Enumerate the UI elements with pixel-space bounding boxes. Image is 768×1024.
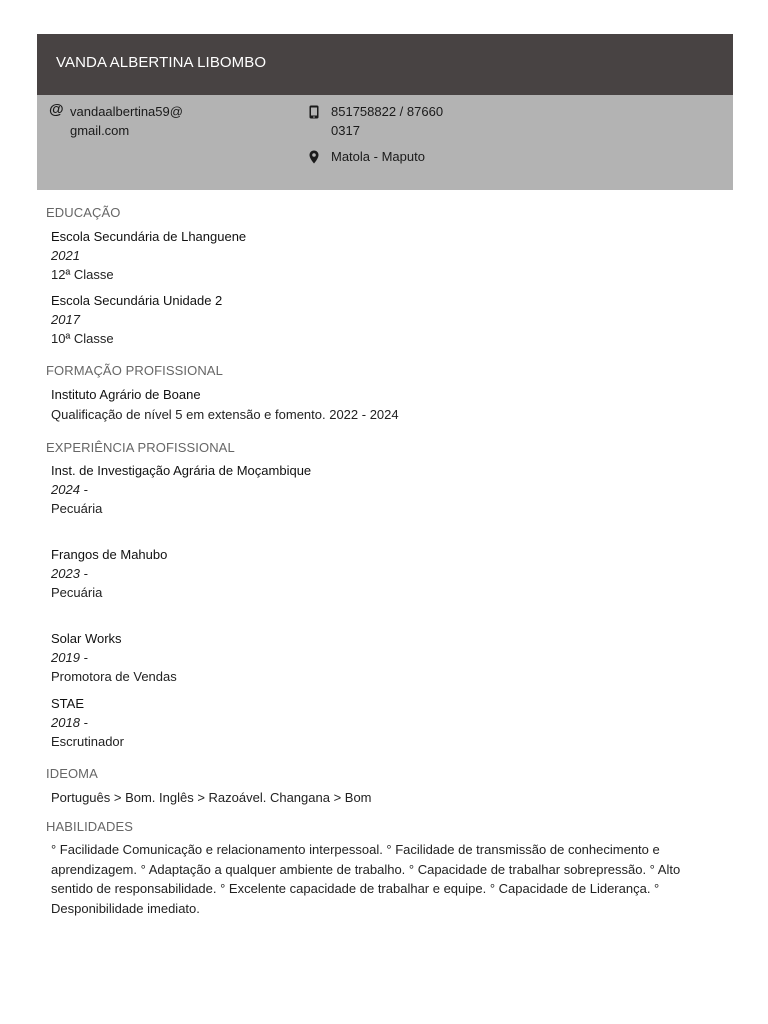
experience-period: 2024 - [51,482,88,497]
section-title-experience: EXPERIÊNCIA PROFISSIONAL [46,440,235,455]
experience-period: 2019 - [51,650,88,665]
at-icon: @ [49,101,64,118]
education-year: 2021 [51,248,80,263]
person-name: VANDA ALBERTINA LIBOMBO [56,54,267,71]
section-title-education: EDUCAÇÃO [46,205,121,220]
experience-period: 2023 - [51,566,88,581]
experience-company: STAE [51,696,84,711]
section-title-skills: HABILIDADES [46,819,134,834]
training-description: Qualificação de nível 5 em extensão e fomento. 2022 - 2024 [51,407,399,422]
section-title-languages: IDEOMA [46,766,98,781]
experience-role: Escrutinador [51,734,124,749]
email-line-1: vandaalbertina59@ [70,104,183,119]
location-text: Matola - Maputo [331,149,425,164]
education-grade: 10ª Classe [51,331,114,346]
phone-text [331,102,471,140]
education-year: 2017 [51,312,80,327]
phone-line-1: 851758822 / 87660 [331,104,444,119]
experience-role: Pecuária [51,501,103,516]
email-text [70,102,220,140]
experience-role: Promotora de Vendas [51,669,177,684]
experience-role: Pecuária [51,585,103,600]
experience-company: Frangos de Mahubo [51,547,168,562]
email-line-2: gmail.com [70,123,130,138]
skills-text: ° Facilidade Comunicação e relacionamento interpessoal. ° Facilidade de transmissão de conhecimento e aprendizagem. ° Adaptação a qualquer ambiente de trabalho. ° Capacidade de trabalhar sobrepressão. ° Alto sentido de responsabilidade. ° Excelente capacidade de trabalhar e equipe. ° Capacidade de Liderança. ° Desponibilidade imediato. [51,842,681,916]
resume-header [37,34,733,95]
training-institution: Instituto Agrário de Boane [51,387,201,402]
phone-line-2: 0317 [331,123,360,138]
contact-bar [37,95,733,190]
education-grade: 12ª Classe [51,267,114,282]
experience-company: Solar Works [51,631,122,646]
section-title-training: FORMAÇÃO PROFISSIONAL [46,363,223,378]
education-school: Escola Secundária de Lhanguene [51,229,247,244]
experience-period: 2018 - [51,715,88,730]
education-school: Escola Secundária Unidade 2 [51,293,223,308]
map-pin-icon [309,150,323,166]
experience-company: Inst. de Investigação Agrária de Moçambique [51,463,312,478]
phone-icon [309,105,323,121]
languages-text: Português > Bom. Inglês > Razoável. Changana > Bom [51,790,372,805]
